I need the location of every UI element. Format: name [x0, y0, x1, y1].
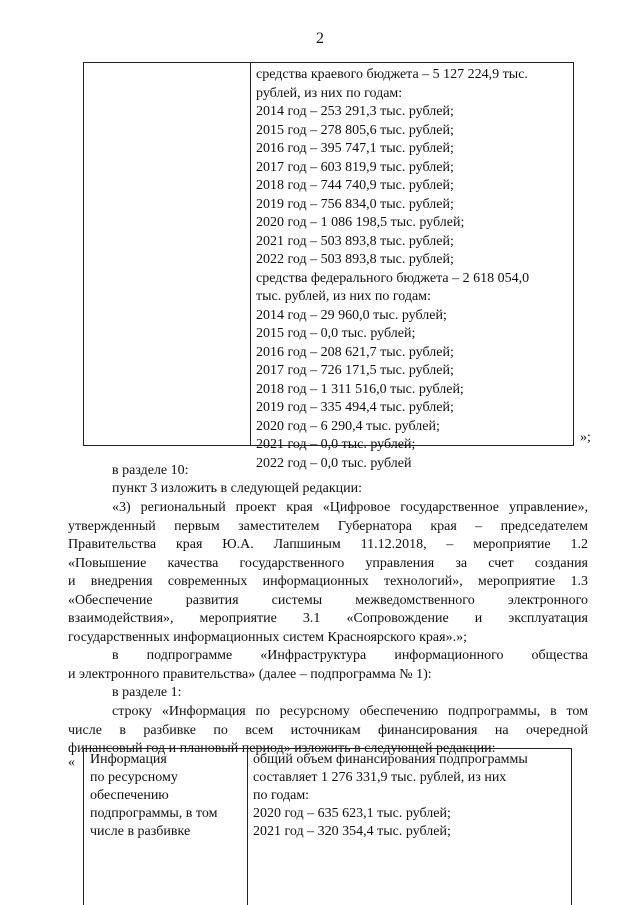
table-column-divider [247, 749, 248, 905]
table-line: 2017 год – 726 171,5 тыс. рублей; [256, 363, 454, 378]
section-10-heading: в разделе 10: [112, 463, 189, 478]
funding-table-bottom [83, 748, 572, 905]
funding-table-right-cell [256, 66, 571, 473]
table-line: тыс. рублей, из них по годам: [256, 289, 431, 304]
table-line: средства федерального бюджета – 2 618 054,0 [256, 270, 530, 286]
table-line: числе в разбивке [90, 824, 191, 839]
table-line: средства краевого бюджета – 5 127 224,9 тыс. [256, 67, 528, 82]
table-line: 2021 год – 320 354,4 тыс. рублей; [253, 824, 451, 839]
table-line: 2020 год – 635 623,1 тыс. рублей; [253, 806, 451, 821]
page-number: 2 [316, 30, 324, 47]
paragraph-line: числе в разбивке по всем источникам финансирования на очередной [68, 722, 588, 738]
paragraph-line: «3) региональный проект края «Цифровое государственное управление», [112, 500, 588, 515]
table-line: составляет 1 276 331,9 тыс. рублей, из них [253, 770, 507, 785]
table-line: 2014 год – 29 960,0 тыс. рублей; [256, 307, 447, 323]
table-line: 2016 год – 395 747,1 тыс. рублей; [256, 141, 454, 156]
table-line: 2014 год – 253 291,3 тыс. рублей; [256, 104, 454, 119]
table-line: 2019 год – 335 494,4 тыс. рублей; [256, 400, 454, 415]
table-line: 2018 год – 1 311 516,0 тыс. рублей; [256, 381, 464, 397]
table-line: рублей, из них по годам: [256, 85, 403, 101]
point-3-instruction: пункт 3 изложить в следующей редакции: [112, 481, 362, 496]
table-line: 2020 год – 1 086 198,5 тыс. рублей; [256, 215, 465, 230]
table-line: 2022 год – 0,0 тыс. рублей [256, 455, 412, 471]
table-line: Информация [90, 752, 167, 767]
table-line: по ресурсному [90, 770, 178, 785]
closing-quote-mark: »; [580, 430, 591, 445]
paragraph-line: Правительства края Ю.А. Лапшиным 11.12.2018, – мероприятие 1.2 [68, 537, 588, 552]
table-line: 2015 год – 278 805,6 тыс. рублей; [256, 122, 454, 138]
table-line: подпрограммы, в том [90, 806, 218, 821]
table-column-divider [250, 63, 251, 445]
paragraph-line: «Повышение качества государственного управления за счет создания [68, 555, 588, 571]
regional-project-paragraph [68, 499, 588, 647]
table-line: 2022 год – 503 893,8 тыс. рублей; [256, 252, 454, 267]
table-line: 2021 год – 503 893,8 тыс. рублей; [256, 233, 454, 249]
table-line: 2019 год – 756 834,0 тыс. рублей; [256, 196, 454, 212]
table-line: 2020 год – 6 290,4 тыс. рублей; [256, 418, 440, 434]
opening-quote-mark: « [68, 755, 75, 770]
funding-table-left-cell [90, 751, 240, 841]
paragraph-line: и электронного правительства» (далее – подпрограмма № 1): [68, 666, 432, 682]
funding-table-right-cell [253, 751, 569, 841]
table-line: 2018 год – 744 740,9 тыс. рублей; [256, 178, 454, 193]
paragraph-line: в подпрограмме «Инфраструктура информационного общества [112, 648, 588, 663]
paragraph-line: финансовый год и плановый период» изложить в следующей редакции: [68, 741, 496, 756]
table-line: 2015 год – 0,0 тыс. рублей; [256, 326, 416, 341]
paragraph-line: взаимодействия», мероприятие 3.1 «Сопровождение и эксплуатация [68, 611, 588, 626]
table-line: обеспечению [90, 788, 169, 803]
table-line: 2016 год – 208 621,7 тыс. рублей; [256, 344, 454, 360]
paragraph-line: строку «Информация по ресурсному обеспечению подпрограммы, в том [112, 704, 588, 719]
table-line: 2017 год – 603 819,9 тыс. рублей; [256, 159, 454, 175]
subprogram-paragraph [68, 647, 588, 684]
paragraph-line: «Обеспечение развития системы межведомственного электронного [68, 592, 588, 608]
paragraph-line: и внедрения современных информационных технологий», мероприятие 1.3 [68, 574, 588, 589]
table-line: 2021 год – 0,0 тыс. рублей; [256, 437, 416, 452]
table-line: по годам: [253, 788, 310, 803]
section-1-heading: в разделе 1: [112, 685, 182, 700]
table-line: общий объем финансирования подпрограммы [253, 752, 528, 767]
paragraph-line: утвержденный первым заместителем Губернатора края – председателем [68, 518, 588, 534]
paragraph-line: государственных информационных систем Красноярского края».»; [68, 629, 467, 645]
